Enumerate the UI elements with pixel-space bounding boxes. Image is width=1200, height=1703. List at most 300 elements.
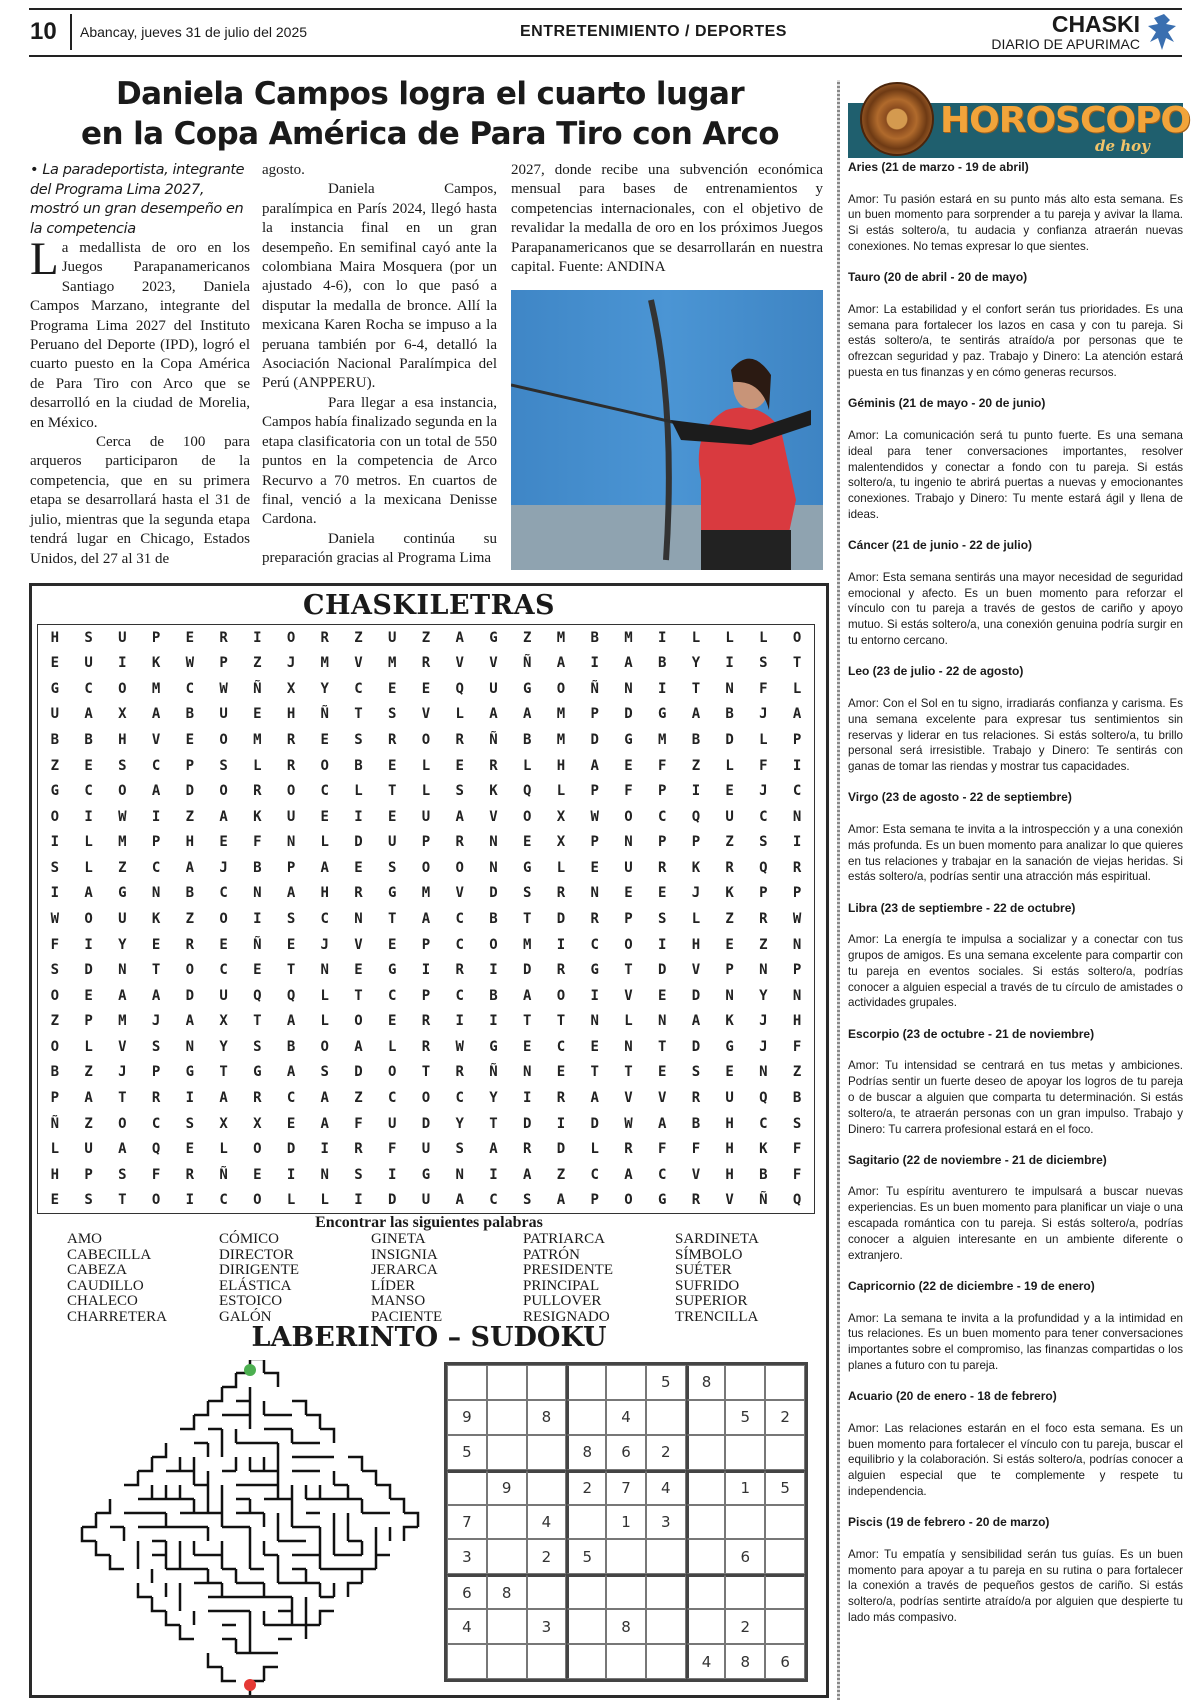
sudoku-cell[interactable]: 2 [527,1539,567,1574]
grid-letter: Ñ [522,655,532,672]
word-list [67,1232,827,1325]
grid-letter: M [151,680,161,697]
sudoku-cell[interactable]: 8 [725,1644,765,1679]
grid-letter: A [556,655,566,672]
sudoku-cell[interactable] [566,1400,606,1435]
grid-letter: E [421,680,431,697]
maze-end-dot [244,1679,256,1691]
sudoku-cell[interactable] [725,1365,765,1400]
grid-letter: B [354,757,363,774]
sudoku-cell[interactable]: 4 [447,1609,487,1644]
grid-letter: A [455,629,464,646]
grid-letter: L [792,680,802,697]
grid-letter: N [118,962,127,979]
article-paragraph: 2027, donde recibe una subvención económica mensual para bases de entrenamientos y competencias internacionales, con el objetivo de revalidar la medalla de oro en los próximos Juegos Parapanamericanos que se desarrollarán en nuestra capital. Fuente: ANDINA [511,162,823,276]
sign-title: Aries (21 de marzo - 19 de abril) [848,160,1029,174]
grid-letter: O [421,1089,431,1106]
sign-text: Amor: Tu espíritu aventurero te impulsará a buscar nuevas experiencias. Es un buen momento para planificar un viaje o una escapada romántica con tu pareja. Si estás soltero/a, podrías conocer a alguien interesante en un ambiente diferente o extranjero. [848,1185,1183,1262]
grid-letter: Z [759,936,768,953]
sudoku-cell[interactable] [527,1435,567,1470]
sudoku-cell[interactable] [725,1574,765,1609]
grid-letter: W [219,680,228,697]
grid-letter: A [151,706,161,723]
grid-letter: N [590,1013,599,1030]
grid-letter: C [84,783,93,800]
grid-letter: P [84,1013,93,1030]
grid-letter: A [219,808,228,825]
grid-letter: N [522,1064,532,1081]
grid-letter: L [725,629,734,646]
grid-letter: P [590,1192,599,1209]
grid-letter: U [84,655,93,672]
grid-letter: R [455,834,464,851]
sudoku-cell[interactable] [527,1574,567,1609]
grid-letter: T [286,962,296,979]
grid-letter: E [388,757,397,774]
grid-letter: T [624,962,633,979]
grid-letter: D [84,962,93,979]
sudoku-cell[interactable]: 4 [606,1400,646,1435]
grid-letter: H [50,1166,60,1183]
word-item: PRESIDENTE [523,1262,613,1278]
grid-letter: D [388,1192,397,1209]
sudoku-cell[interactable] [646,1539,686,1574]
grid-letter: U [118,910,127,927]
sudoku-cell[interactable]: 5 [765,1470,805,1505]
sudoku-cell[interactable] [606,1574,646,1609]
grid-letter: D [725,732,734,749]
grid-letter: F [657,1141,667,1158]
grid-letter: E [151,936,161,953]
sudoku-cell[interactable]: 3 [527,1609,567,1644]
sudoku-cell[interactable]: 2 [765,1400,805,1435]
grid-letter: S [657,910,667,927]
grid-letter: F [691,1141,701,1158]
sudoku-cell[interactable] [686,1609,726,1644]
grid-letter: P [219,655,228,672]
grid-letter: C [455,936,464,953]
word-item: ESTOICO [219,1293,283,1309]
grid-letter: Q [759,859,768,876]
grid-letter: G [590,962,599,979]
grid-letter: I [489,1166,498,1183]
grid-letter: C [759,1115,768,1132]
grid-letter: B [253,859,262,876]
grid-letter: A [489,1141,498,1158]
sudoku-cell[interactable] [725,1505,765,1540]
word-item: GALÓN [219,1308,272,1325]
grid-letter: E [320,808,329,825]
grid-letter: P [657,834,667,851]
grid-letter: G [388,962,397,979]
grid-letter: K [489,783,498,800]
archer-illustration [511,290,823,570]
sign-text: Amor: Con el Sol en tu signo, irradiarás confianza y carisma. Es una semana excelente para expresar tus sentimientos sin reservas y liderar en tus relaciones. Si estás soltero/a, tu brillo personal será irresistible. Trabajo y Dinero: Te sentirás con ganas de tomar las riendas y mostrar tus capacidades. [848,696,1183,774]
grid-letter: S [84,629,93,646]
grid-letter: I [590,987,599,1004]
sudoku-cell[interactable] [646,1400,686,1435]
grid-letter: T [624,1064,633,1081]
sudoku-cell[interactable] [487,1400,527,1435]
grid-letter: J [320,936,329,953]
grid-letter: R [725,859,734,876]
sudoku-cell[interactable]: 6 [447,1574,487,1609]
grid-letter: E [388,936,397,953]
sudoku-cell[interactable]: 5 [447,1435,487,1470]
grid-letter: E [725,1064,734,1081]
sudoku-cell[interactable] [606,1539,646,1574]
grid-letter: H [556,757,566,774]
sign-title: Acuario (20 de enero - 18 de febrero) [848,1389,1057,1404]
sudoku-cell[interactable] [487,1505,527,1540]
horoscope-subtitle: de hoy [1095,137,1150,155]
grid-letter: C [556,1038,566,1055]
sign-text: Amor: La comunicación será tu punto fuerte. Es una semana ideal para tener conversaciones importantes, resolver malentendidos y conectar a fondo con tu pareja. Si estás soltero/a, tu ingenio te abrirá puertas a nuevas y emocionantes conexiones. Trabajo y Dinero: Tu mente estará ágil y llena de ideas. [848,428,1183,521]
sudoku-cell[interactable] [765,1539,805,1574]
grid-letter: R [759,910,768,927]
grid-letter: I [556,936,566,953]
sudoku-cell[interactable]: 4 [686,1644,726,1679]
grid-letter: L [522,757,532,774]
sudoku-cell[interactable]: 2 [646,1435,686,1470]
grid-letter: C [455,987,464,1004]
sudoku-cell[interactable] [527,1470,567,1505]
grid-letter: B [185,706,195,723]
grid-letter: E [388,680,397,697]
grid-letter: R [253,783,262,800]
grid-letter: C [657,1166,667,1183]
grid-letter: C [151,859,161,876]
sudoku-cell[interactable] [725,1435,765,1470]
grid-letter: O [50,808,60,825]
word-list-title: Encontrar las siguientes palabras [315,1214,543,1231]
grid-letter: X [118,706,127,723]
sudoku-cell[interactable] [487,1644,527,1679]
sudoku-cell[interactable]: 1 [606,1505,646,1540]
article-paragraph: Para llegar a esa instancia, Campos había finalizado segunda en la etapa clasificatoria con un total de 550 puntos en la competencia de Arco Recurvo a 70 metros. En cuartos de final, venció a la mexicana Denisse Cardona. [262,394,497,528]
grid-letter: T [657,1038,667,1055]
sudoku-cell[interactable]: 1 [725,1470,765,1505]
sudoku-cell[interactable]: 5 [566,1539,606,1574]
grid-letter: G [489,1038,498,1055]
sudoku-cell[interactable] [566,1505,606,1540]
grid-letter: P [657,783,667,800]
sudoku-cell[interactable]: 9 [447,1400,487,1435]
word-item: PACIENTE [371,1308,443,1325]
grid-letter: I [455,1013,464,1030]
sudoku-cell[interactable]: 7 [606,1470,646,1505]
sudoku-cell[interactable] [566,1574,606,1609]
grid-letter: N [185,1038,195,1055]
grid-letter: E [522,1038,532,1055]
sudoku-cell[interactable]: 8 [686,1365,726,1400]
grid-letter: R [657,859,667,876]
sign-text: Amor: Tu empatía y sensibilidad serán tus guías. Es un buen momento para apoyar a tu pareja en su rutina o para fortalecer la conexión a través de pequeños gestos de cariño. Si estás soltero/a, podrías sentirte atraído/a por alguien que despierte tu lado más compasivo. [848,1547,1183,1625]
grid-letter: Q [286,987,296,1004]
word-item: CAUDILLO [67,1277,144,1294]
article-paragraph: Daniela Campos, paralímpica en París 2024, llegó hasta la instancia final en un gran desempeño. En semifinal cayó ante la colombiana Maira Mosquera (por un ajustado 4-6), con lo que pasó a disputar la medalla de bronce. Allí la mexicana Karen Rocha se impuso a la peruana también por 6-4, detalló la Asociación Nacional Paralímpica del Perú (ANPPERU). [262,181,497,392]
grid-letter: L [320,1192,329,1209]
grid-letter: K [725,885,734,902]
sudoku-grid [444,1362,808,1682]
grid-letter: I [253,910,262,927]
zodiac-wheel-icon [860,82,934,156]
grid-letter: Z [84,1115,93,1132]
grid-letter: Q [691,808,701,825]
grid-letter: G [725,1038,734,1055]
sudoku-cell[interactable]: 3 [646,1505,686,1540]
grid-letter: C [320,910,329,927]
grid-letter: H [185,834,195,851]
wordsearch-grid [37,624,815,1214]
grid-letter: W [624,1115,633,1132]
sudoku-cell[interactable] [566,1644,606,1679]
grid-letter: F [50,936,60,953]
grid-letter: R [556,1089,566,1106]
grid-letter: E [725,936,734,953]
sudoku-cell[interactable] [686,1470,726,1505]
grid-letter: V [489,808,498,825]
grid-letter: Y [691,655,701,672]
grid-letter: G [50,783,60,800]
grid-letter: Y [320,680,329,697]
grid-letter: E [286,1115,296,1132]
sudoku-cell[interactable] [447,1644,487,1679]
sudoku-cell[interactable]: 9 [487,1470,527,1505]
grid-letter: L [354,783,363,800]
grid-letter: O [421,859,431,876]
grid-letter: O [624,1192,633,1209]
grid-letter: O [320,757,329,774]
grid-letter: W [50,910,60,927]
headline-line: Daniela Campos logra el cuarto lugar [115,76,745,112]
sudoku-cell[interactable] [447,1470,487,1505]
grid-letter: F [792,1038,802,1055]
sudoku-cell[interactable]: 2 [566,1470,606,1505]
sudoku-cell[interactable] [566,1609,606,1644]
grid-letter: R [455,962,464,979]
sign-text: Amor: Tu intensidad se centrará en tus metas y ambiciones. Podrías sentir un fuerte deseo de apoyar los logros de tu pareja o de buscar a alguien que comparta tu determinación. Si estás soltero/a, te atraerán personas con un gran impulso. Trabajo y Dinero: Tu carrera profesional estará en el foco. [848,1059,1183,1136]
grid-letter: D [624,706,633,723]
grid-letter: N [624,1038,633,1055]
grid-letter: C [489,1192,498,1209]
sudoku-cell[interactable]: 2 [725,1609,765,1644]
grid-letter: S [118,757,127,774]
grid-letter: C [219,1192,228,1209]
word-item: MANSO [371,1293,426,1309]
sudoku-cell[interactable] [606,1365,646,1400]
sudoku-cell[interactable] [686,1574,726,1609]
grid-letter: L [388,1038,397,1055]
sudoku-cell[interactable] [487,1365,527,1400]
sudoku-cell[interactable] [765,1435,805,1470]
grid-letter: E [624,757,633,774]
grid-letter: P [151,629,161,646]
grid-letter: F [759,680,768,697]
grid-letter: Ñ [489,1064,498,1081]
sudoku-cell[interactable]: 4 [527,1505,567,1540]
grid-letter: S [354,732,363,749]
grid-letter: O [320,1038,329,1055]
sudoku-cell[interactable] [686,1539,726,1574]
grid-letter: T [522,910,532,927]
sudoku-cell[interactable] [686,1505,726,1540]
grid-letter: I [388,1166,397,1183]
grid-letter: S [286,910,296,927]
grid-letter: O [624,936,633,953]
grid-letter: C [759,808,768,825]
sudoku-cell[interactable] [646,1574,686,1609]
grid-letter: S [522,1192,532,1209]
word-item: CÓMICO [219,1231,280,1247]
grid-letter: Z [50,1013,60,1030]
grid-letter: U [421,1192,431,1209]
sign-text: Amor: La energía te impulsa a socializar y a conectar con tus grupos de amigos. Es una semana excelente para compartir con tu pareja en eventos sociales. Si estás soltero/a, podrías conocer a alguien especial a través de tu círculo de amistades o actividades grupales. [848,933,1183,1010]
sudoku-cell[interactable] [646,1609,686,1644]
grid-letter: I [286,1166,296,1183]
sudoku-cell[interactable] [646,1644,686,1679]
grid-letter: G [522,859,532,876]
sudoku-cell[interactable] [566,1365,606,1400]
grid-letter: A [320,1115,329,1132]
grid-letter: N [354,910,363,927]
grid-letter: L [84,834,93,851]
article-paragraph [30,233,250,433]
grid-letter: T [388,783,397,800]
article-headline [30,74,830,154]
sudoku-cell[interactable]: 6 [765,1644,805,1679]
grid-letter: H [792,1013,802,1030]
sudoku-cell[interactable]: 6 [606,1435,646,1470]
grid-letter: J [759,1038,768,1055]
grid-letter: E [556,1064,566,1081]
grid-letter: T [388,910,397,927]
sudoku-cell[interactable] [606,1644,646,1679]
grid-letter: G [522,680,532,697]
sudoku-cell[interactable]: 7 [447,1505,487,1540]
grid-letter: A [522,987,532,1004]
sudoku-cell[interactable] [686,1400,726,1435]
grid-letter: S [50,962,60,979]
grid-letter: B [489,987,498,1004]
grid-letter: D [354,834,363,851]
sudoku-cell[interactable] [487,1435,527,1470]
grid-letter: A [455,808,464,825]
grid-letter: V [151,732,161,749]
grid-letter: Z [118,859,127,876]
sudoku-cell[interactable] [487,1609,527,1644]
grid-letter: W [118,808,127,825]
sudoku-cell[interactable]: 8 [566,1435,606,1470]
sudoku-cell[interactable] [765,1505,805,1540]
grid-letter: S [219,757,228,774]
sudoku-cell[interactable]: 8 [606,1609,646,1644]
grid-letter: S [522,885,532,902]
grid-letter: R [421,1013,431,1030]
grid-letter: Z [84,1064,93,1081]
grid-letter: C [657,808,667,825]
article-paragraph: agosto. [262,162,305,178]
sign-title: Tauro (20 de abril - 20 de mayo) [848,270,1028,285]
sudoku-cell[interactable]: 8 [487,1574,527,1609]
grid-letter: N [792,987,802,1004]
grid-letter: I [354,808,363,825]
sudoku-cell[interactable] [447,1365,487,1400]
sudoku-cell[interactable] [765,1574,805,1609]
sudoku-cell[interactable]: 5 [725,1400,765,1435]
grid-letter: E [84,757,93,774]
word-item: AMO [67,1231,103,1247]
grid-letter: A [421,910,431,927]
sudoku-cell[interactable]: 3 [447,1539,487,1574]
grid-letter: R [421,655,431,672]
grid-letter: S [691,1064,701,1081]
grid-letter: B [489,910,498,927]
grid-letter: Z [522,629,532,646]
grid-letter: D [556,910,566,927]
grid-letter: L [320,834,329,851]
sudoku-cell[interactable] [765,1609,805,1644]
sudoku-cell[interactable] [686,1435,726,1470]
grid-letter: D [286,1141,296,1158]
grid-letter: O [556,987,566,1004]
grid-letter: I [84,936,93,953]
word-item: PRINCIPAL [523,1277,600,1294]
sudoku-cell[interactable]: 5 [646,1365,686,1400]
sudoku-cell[interactable] [487,1539,527,1574]
grid-letter: N [286,834,296,851]
grid-letter: W [185,655,195,672]
sudoku-cell[interactable] [527,1365,567,1400]
grid-letter: C [219,962,228,979]
sudoku-cell[interactable]: 8 [527,1400,567,1435]
grid-letter: O [253,1192,262,1209]
grid-letter: W [792,910,802,927]
grid-letter: F [388,1141,397,1158]
grid-letter: Z [354,629,363,646]
grid-letter: E [725,783,734,800]
word-item: ELÁSTICA [219,1277,292,1294]
chaski-runner-icon [1146,12,1182,52]
grid-letter: N [455,1166,464,1183]
sudoku-cell[interactable]: 4 [646,1470,686,1505]
grid-letter: N [320,1166,329,1183]
paragraph-text: a medallista de oro en los Juegos Parapanamericanos Santiago 2023, Daniela Campos Marzano, integrante del Programa Lima 2027 del Instituto Peruano del Deporte (IPD), logró el cuarto puesto en la Copa América de Para Tiro con Arco que se desarrolló en la ciudad de Morelia, en México. [30,240,250,431]
headline-line: en la Copa América de Para Tiro con Arco [81,116,779,152]
grid-letter: T [354,987,363,1004]
grid-letter: J [691,885,701,902]
grid-letter: T [253,1013,262,1030]
grid-letter: H [725,1166,734,1183]
grid-letter: F [253,834,262,851]
grid-letter: L [320,987,329,1004]
grid-letter: E [50,655,60,672]
grid-letter: Z [691,757,701,774]
sudoku-cell[interactable] [765,1365,805,1400]
grid-letter: Z [50,757,60,774]
grid-letter: D [691,987,701,1004]
grid-letter: T [151,962,161,979]
grid-letter: A [320,859,329,876]
maze-walls [82,1360,418,1695]
sudoku-cell[interactable] [527,1644,567,1679]
grid-letter: L [421,783,431,800]
brand [991,12,1140,52]
sudoku-cell[interactable]: 6 [725,1539,765,1574]
grid-letter: R [522,1141,532,1158]
grid-letter: R [219,629,228,646]
grid-letter: B [185,885,195,902]
